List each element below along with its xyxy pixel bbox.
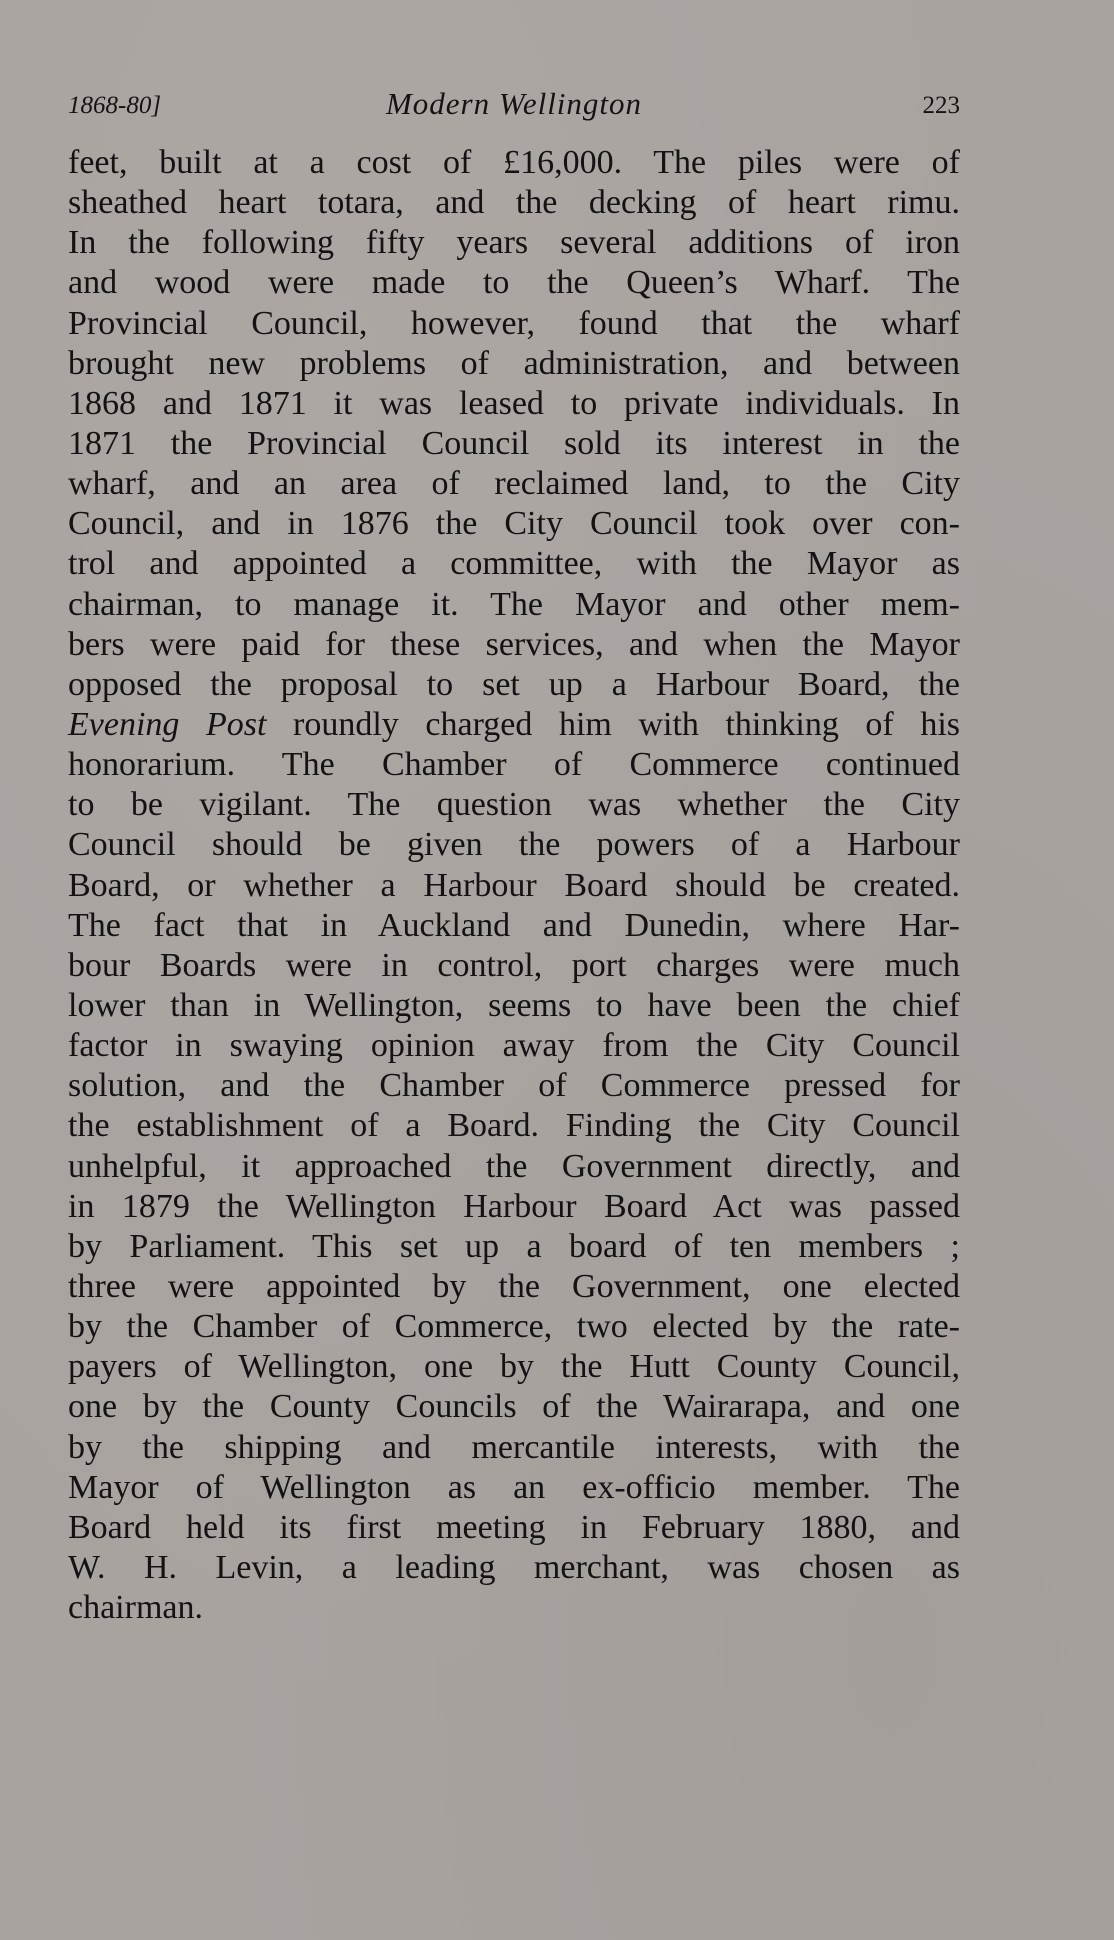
text-line: chairman, to manage it. The Mayor and other mem- bbox=[68, 585, 960, 623]
page-number: 223 bbox=[922, 92, 960, 119]
text-line: Council, and in 1876 the City Council took over con- bbox=[68, 505, 960, 543]
text-line: by Parliament. This set up a board of ten members ; bbox=[68, 1227, 960, 1265]
text-line: and wood were made to the Queen’s Wharf. The bbox=[68, 264, 960, 302]
text-line: wharf, and an area of reclaimed land, to the City bbox=[68, 465, 960, 503]
text-line: solution, and the Chamber of Commerce pressed for bbox=[68, 1067, 960, 1105]
text-line: the establishment of a Board. Finding the City Council bbox=[68, 1107, 960, 1145]
text-line: trol and appointed a committee, with the Mayor as bbox=[68, 545, 960, 583]
body-paragraph bbox=[68, 143, 960, 1628]
text-line: The fact that in Auckland and Dunedin, where Har- bbox=[68, 906, 960, 944]
text-line: In the following fifty years several additions of iron bbox=[68, 224, 960, 262]
text-line: Board held its first meeting in February 1880, and bbox=[68, 1508, 960, 1546]
text-line: brought new problems of administration, and between bbox=[68, 344, 960, 382]
text-line: honorarium. The Chamber of Commerce continued bbox=[68, 746, 960, 784]
text-line: 1868 and 1871 it was leased to private individuals. In bbox=[68, 384, 960, 422]
text-line: by the Chamber of Commerce, two elected by the rate- bbox=[68, 1308, 960, 1346]
chapter-title-header: Modern Wellington bbox=[385, 86, 643, 121]
text-line-final: chairman. bbox=[68, 1589, 203, 1627]
newspaper-title: Evening Post bbox=[68, 705, 267, 743]
text-line: one by the County Councils of the Wairarapa, and one bbox=[68, 1388, 960, 1426]
text-line: in 1879 the Wellington Harbour Board Act was passed bbox=[68, 1187, 960, 1225]
text-line-rest: roundly charged him with thinking of his bbox=[293, 705, 960, 743]
text-line: three were appointed by the Government, one elected bbox=[68, 1267, 960, 1305]
running-head bbox=[68, 86, 960, 126]
text-line: W. H. Levin, a leading merchant, was chosen as bbox=[68, 1548, 960, 1586]
text-line: factor in swaying opinion away from the City Council bbox=[68, 1027, 960, 1065]
text-line: to be vigilant. The question was whether the City bbox=[68, 786, 960, 824]
text-line: by the shipping and mercantile interests, with the bbox=[68, 1428, 960, 1466]
text-line: Provincial Council, however, found that the wharf bbox=[68, 304, 960, 342]
text-line: 1871 the Provincial Council sold its interest in the bbox=[68, 424, 960, 462]
text-line: bers were paid for these services, and when the Mayor bbox=[68, 625, 960, 663]
text-line: payers of Wellington, one by the Hutt County Council, bbox=[68, 1348, 960, 1386]
text-line: Mayor of Wellington as an ex-officio member. The bbox=[68, 1468, 960, 1506]
text-line-with-italic bbox=[68, 705, 960, 745]
text-line: lower than in Wellington, seems to have been the chief bbox=[68, 986, 960, 1024]
text-line: sheathed heart totara, and the decking of heart rimu. bbox=[68, 184, 960, 222]
text-line: unhelpful, it approached the Government directly, and bbox=[68, 1147, 960, 1185]
text-line: opposed the proposal to set up a Harbour Board, the bbox=[68, 665, 960, 703]
text-line: Board, or whether a Harbour Board should be created. bbox=[68, 866, 960, 904]
text-line: feet, built at a cost of £16,000. The piles were of bbox=[68, 144, 960, 181]
text-line: Council should be given the powers of a Harbour bbox=[68, 826, 960, 864]
date-range-header: 1868-80] bbox=[68, 92, 162, 119]
text-line: bour Boards were in control, port charges were much bbox=[68, 946, 960, 984]
